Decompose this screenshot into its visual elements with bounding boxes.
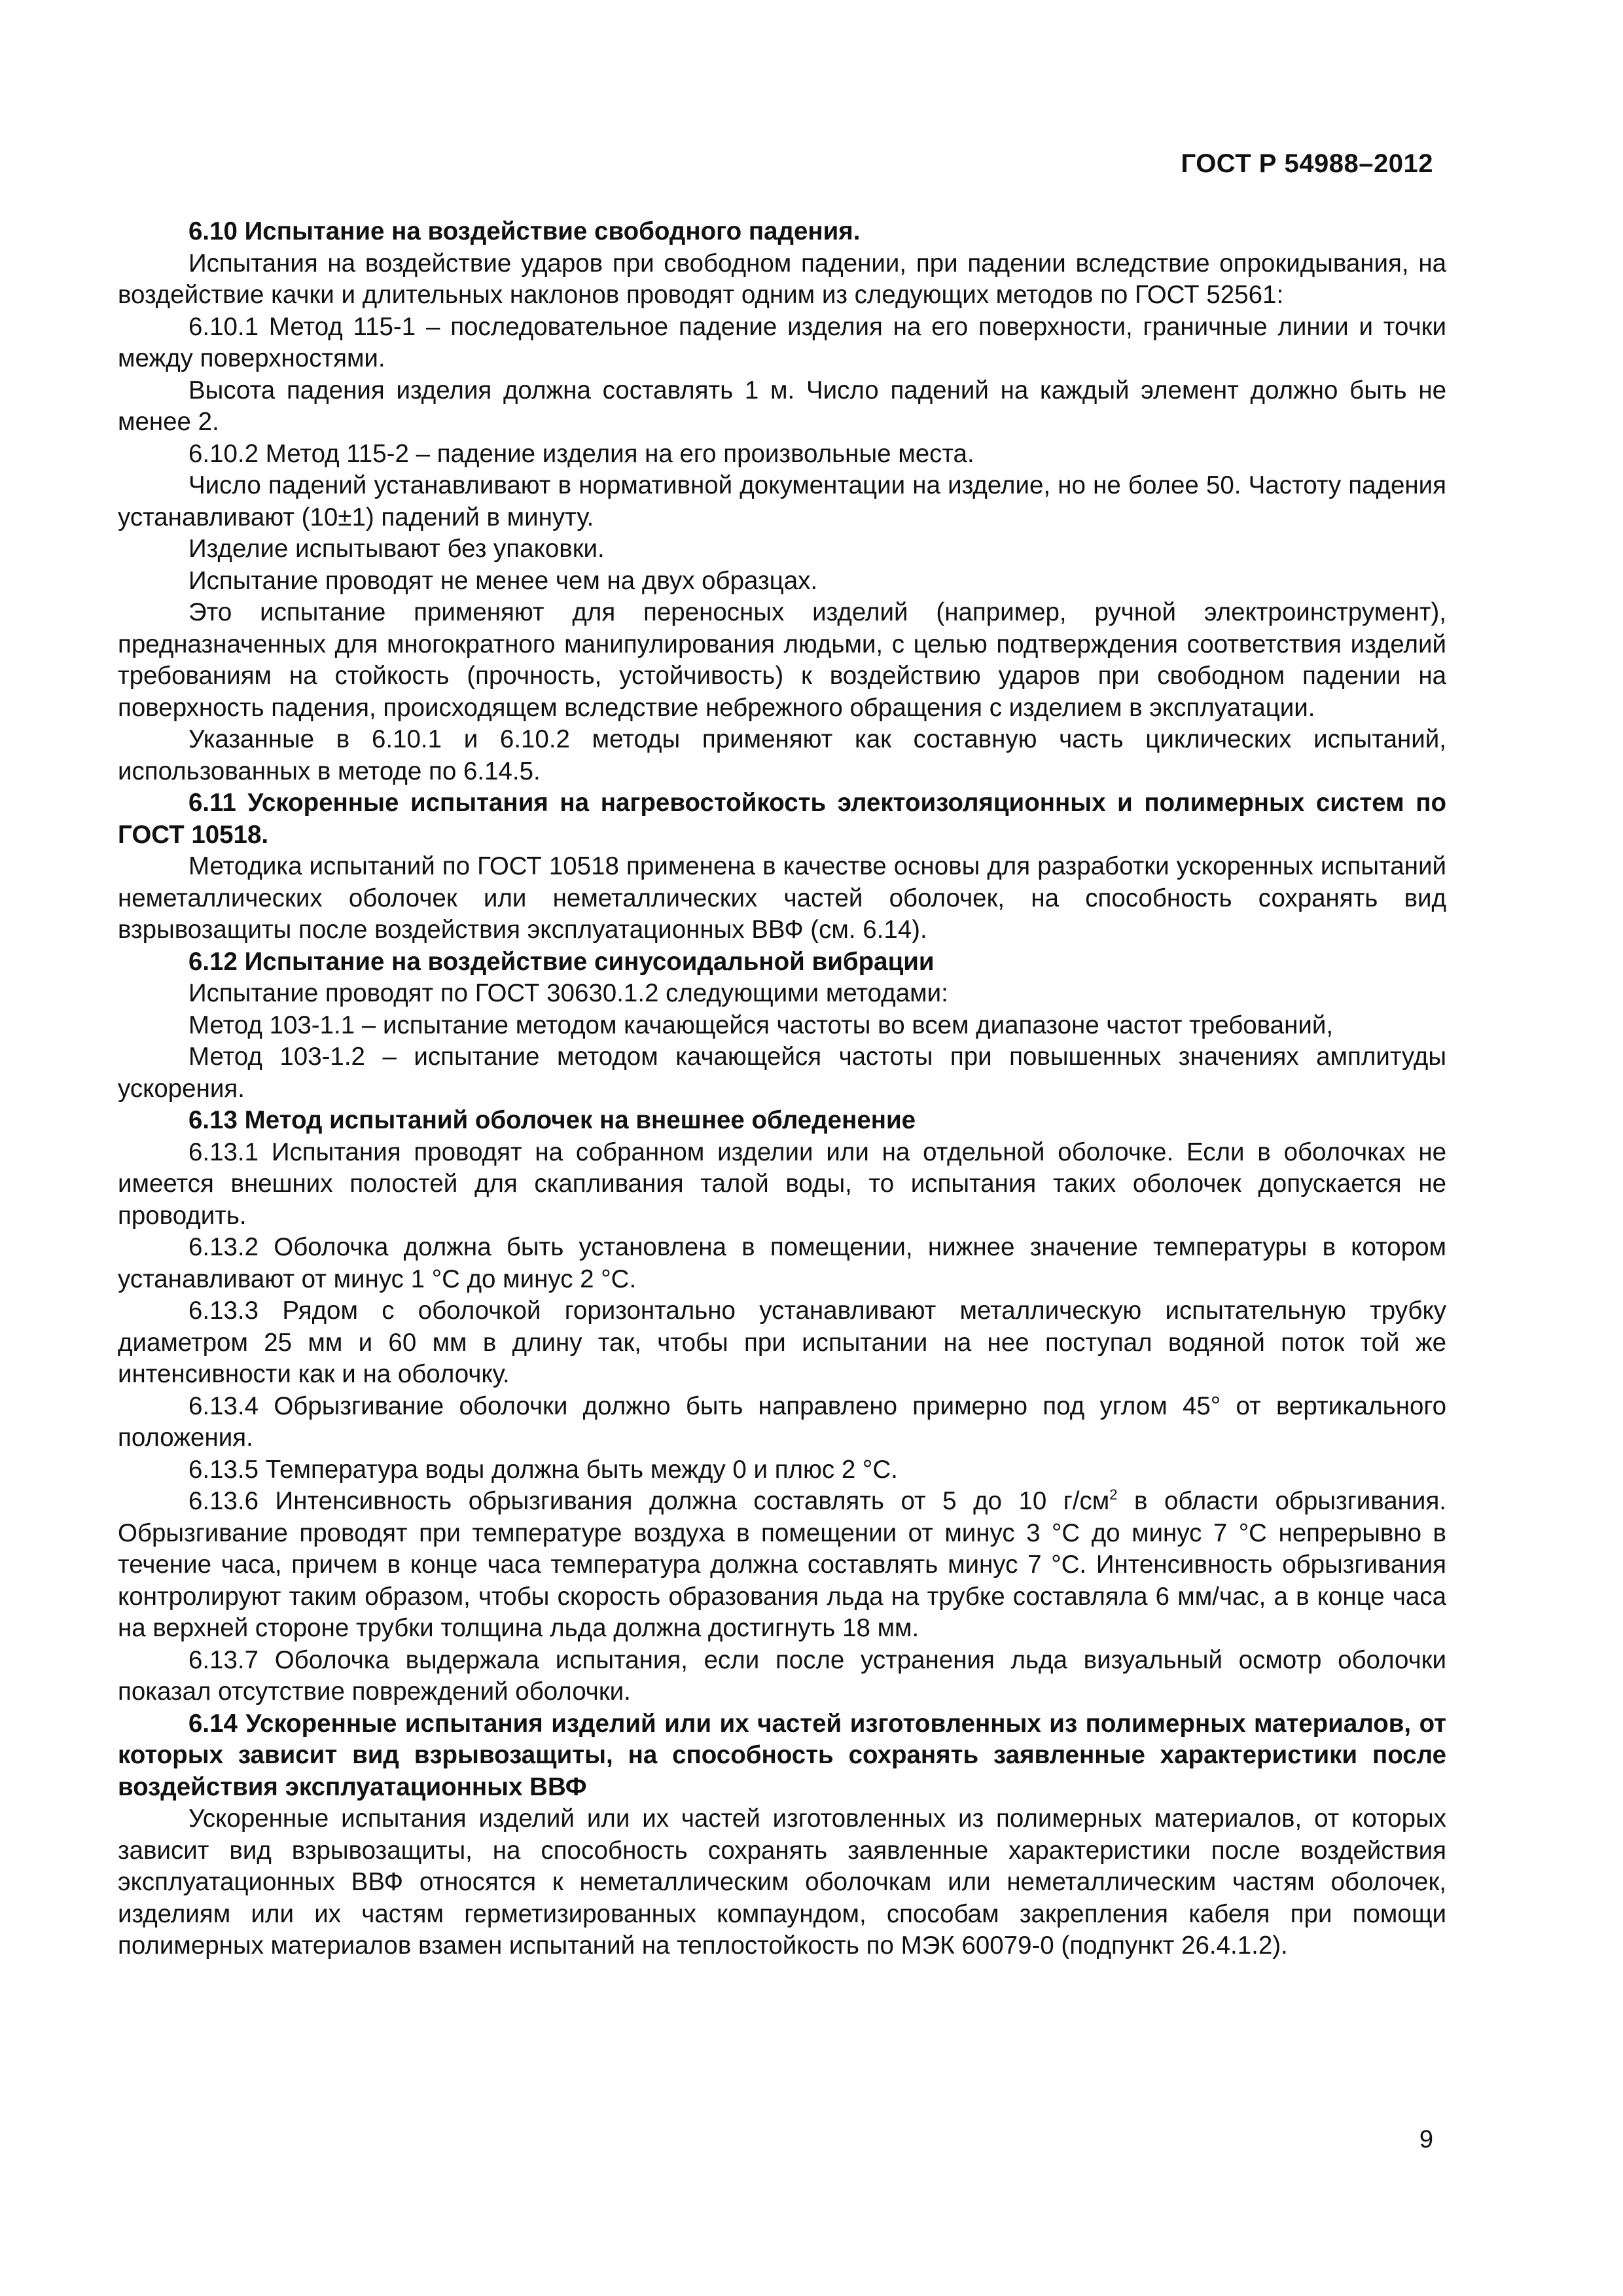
clause-6-10-1: 6.10.1 Метод 115-1 – последовательное падение изделия на его поверхности, граничные линии и точки между поверхностями. [118, 312, 1446, 372]
clause-6-13-6 [118, 1486, 1446, 1645]
clause-6-13-3: 6.13.3 Рядом с оболочкой горизонтально устанавливают металлическую испытательную трубку диаметром 25 мм и 60 мм в длину так, чтобы при испытании на нее поступал водяной поток той же интенсивности как и на оболочку. [118, 1297, 1446, 1388]
paragraph: Изделие испытывают без упаковки. [188, 535, 605, 563]
paragraph: Методика испытаний по ГОСТ 10518 применена в качестве основы для разработки ускоренных испытаний неметаллических оболочек или неметаллических частей оболочек, на способность сохранять вид взрывозащиты после воздействия эксплуатационных ВВФ (см. 6.14). [118, 852, 1446, 944]
paragraph: Испытание проводят не менее чем на двух образцах. [188, 566, 818, 595]
document-code-header: ГОСТ Р 54988–2012 [1181, 149, 1433, 178]
page-number: 9 [1419, 2126, 1433, 2153]
paragraph: Число падений устанавливают в нормативной документации на изделие, но не более 50. Частоту падения устанавливают (10±1) падений в минуту. [118, 471, 1446, 531]
heading-6-13: 6.13 Метод испытаний оболочек на внешнее обледенение [188, 1106, 916, 1134]
text-segment: в области обрызгивания. Обрызгивание проводят при температуре воздуха в помещении от минус 3 °С до минус 7 °С непрерывно в течение часа, причем в конце часа температура должна составлять минус 7 °С. Интенсивность обрызгивания контролируют таким образом, чтобы скорость образования льда на трубке составляла 6 мм/час, а в конце часа на верхней стороне трубки толщина льда должна достигнуть 18 мм. [118, 1487, 1446, 1642]
paragraph: Испытания на воздействие ударов при свободном падении, при падении вследствие опрокидывания, на воздействие качки и длительных наклонов проводят одним из следующих методов по ГОСТ 52561: [118, 249, 1446, 309]
clause-6-13-1: 6.13.1 Испытания проводят на собранном изделии или на отдельной оболочке. Если в оболочках не имеется внешних полостей для скапливания талой воды, то испытания таких оболочек допускается не проводить. [118, 1138, 1446, 1230]
paragraph: Метод 103-1.1 – испытание методом качающейся частоты во всем диапазоне частот требований, [188, 1011, 1334, 1039]
paragraph: Испытание проводят по ГОСТ 30630.1.2 следующими методами: [188, 979, 948, 1007]
heading-6-14: 6.14 Ускоренные испытания изделий или их частей изготовленных из полимерных материалов, от которых зависит вид взрывозащиты, на способность сохранять заявленные характеристики после воздействия эксплуатационных ВВФ [118, 1709, 1446, 1801]
paragraph: Это испытание применяют для переносных изделий (например, ручной электроинструмент), предназначенных для многократного манипулирования людьми, с целью подтверждения соответствия изделий требованиям на стойкость (прочность, устойчивость) к воздействию ударов при свободном падении на поверхность падения, происходящем вследствие небрежного обращения с изделием в эксплуатации. [118, 598, 1446, 722]
heading-6-11: 6.11 Ускоренные испытания на нагревостойкость электоизоляционных и полимерных систем по ГОСТ 10518. [118, 789, 1446, 849]
paragraph: Высота падения изделия должна составлять 1 м. Число падений на каждый элемент должно быть не менее 2. [118, 376, 1446, 436]
clause-6-13-4: 6.13.4 Обрызгивание оболочки должно быть направлено примерно под углом 45° от вертикального положения. [118, 1391, 1446, 1452]
text-segment: 6.13.6 Интенсивность обрызгивания должна составлять от 5 до 10 г/см [188, 1487, 1110, 1515]
clause-6-13-2: 6.13.2 Оболочка должна быть установлена в помещении, нижнее значение температуры в котором устанавливают от минус 1 °С до минус 2 °С. [118, 1233, 1446, 1293]
paragraph: Ускоренные испытания изделий или их частей изготовленных из полимерных материалов, от которых зависит вид взрывозащиты, на способность сохранять заявленные характеристики после воздействия эксплуатационных ВВФ относятся к неметаллическим оболочкам или неметаллическим частям оболочек, изделиям или их частям герметизированных компаундом, способам закрепления кабеля при помощи полимерных материалов взамен испытаний на теплостойкость по МЭК 60079-0 (подпункт 26.4.1.2). [118, 1804, 1446, 1960]
heading-6-10: 6.10 Испытание на воздействие свободного падения. [188, 217, 861, 245]
clause-6-13-5: 6.13.5 Температура воды должна быть между 0 и плюс 2 °С. [188, 1455, 898, 1484]
clause-6-10-2: 6.10.2 Метод 115-2 – падение изделия на его произвольные места. [188, 439, 974, 468]
document-body [118, 216, 1446, 1962]
superscript: 2 [1109, 1486, 1118, 1503]
paragraph: Метод 103-1.2 – испытание методом качающейся частоты при повышенных значениях амплитуды ускорения. [118, 1043, 1446, 1103]
clause-6-13-7: 6.13.7 Оболочка выдержала испытания, если после устранения льда визуальный осмотр оболочки показал отсутствие повреждений оболочки. [118, 1645, 1446, 1706]
paragraph: Указанные в 6.10.1 и 6.10.2 методы применяют как составную часть циклических испытаний, использованных в методе по 6.14.5. [118, 725, 1446, 785]
heading-6-12: 6.12 Испытание на воздействие синусоидальной вибрации [188, 947, 935, 976]
